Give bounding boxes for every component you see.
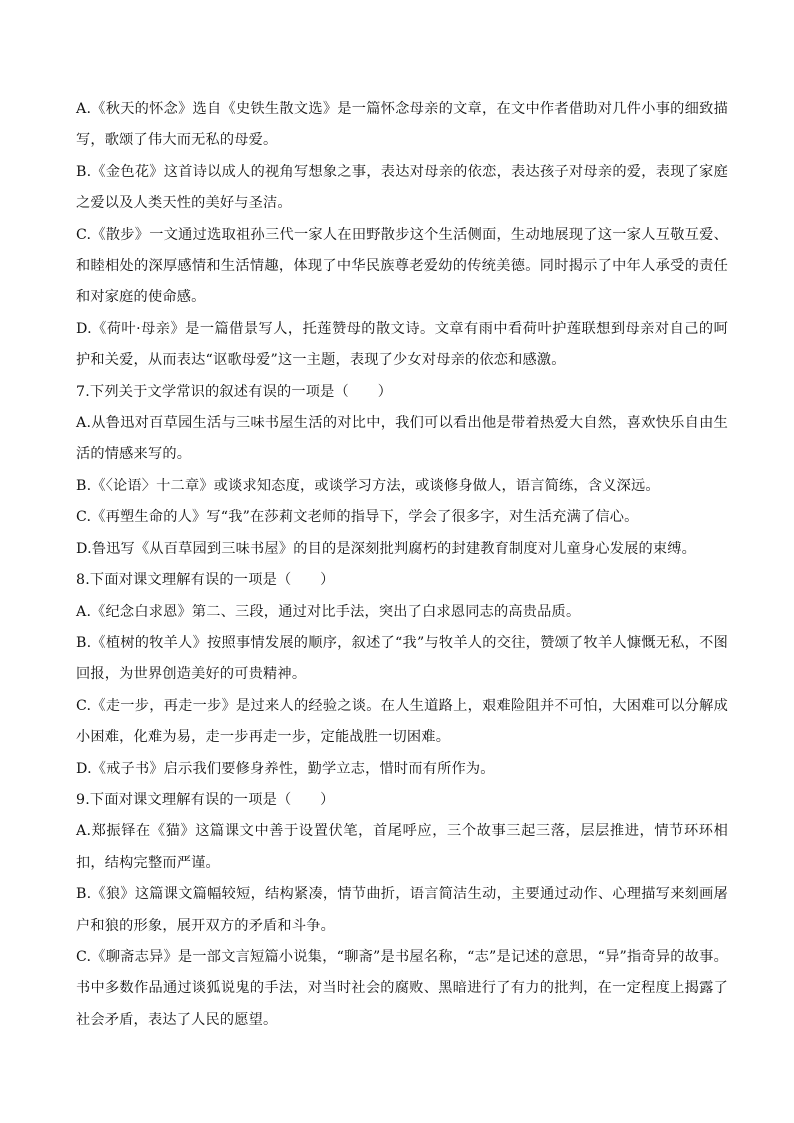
- option-paragraph-9c: C.《聊斋志异》是一部文言短篇小说集，“聊斋”是书屋名称，“志”是记述的意思，“异”指奇异的故事。书中多数作品通过谈狐说鬼的手法，对当时社会的腐败、黑暗进行了有力的批判，在一定程度上揭露了社会矛盾，表达了人民的愿望。: [76, 948, 728, 1028]
- option-paragraph-8c: C.《走一步，再走一步》是过来人的经验之谈。在人生道路上，艰难险阻并不可怕，大困难可以分解成小困难，化难为易，走一步再走一步，定能战胜一切困难。: [76, 697, 728, 746]
- question-8: 8.下面对课文理解有误的一项是（ ）: [76, 572, 335, 589]
- option-paragraph-7a: A.从鲁迅对百草园生活与三味书屋生活的对比中，我们可以看出他是带着热爱大自然，喜欢快乐自由生活的情感来写的。: [76, 415, 728, 463]
- option-paragraph-6d: D.《荷叶·母亲》是一篇借景写人，托莲赞母的散文诗。文章有雨中看荷叶护莲联想到母亲对自己的呵护和关爱，从而表达“讴歌母爱”这一主题，表现了少女对母亲的依恋和感激。: [76, 320, 728, 369]
- option-paragraph-7c: C.《再塑生命的人》写“我”在莎莉文老师的指导下，学会了很多字，对生活充满了信心。: [76, 509, 639, 526]
- option-paragraph-7d: D.鲁迅写《从百草园到三味书屋》的目的是深刻批判腐朽的封建教育制度对儿童身心发展的束缚。: [76, 540, 697, 557]
- option-paragraph-9a: A.郑振铎在《猫》这篇课文中善于设置伏笔，首尾呼应，三个故事三起三落，层层推进，情节环环相扣，结构完整而严谨。: [76, 823, 728, 871]
- option-paragraph-6c: C.《散步》一文通过选取祖孙三代一家人在田野散步这个生活侧面，生动地展现了这一家人互敬互爱、和睦相处的深厚感情和生活情趣，体现了中华民族尊老爱幼的传统美德。同时揭示了中年人承受的责任和对家庭的使命感。: [76, 226, 728, 306]
- option-paragraph-7b: B.《〈论语〉十二章》或谈求知态度，或谈学习方法，或谈修身做人，语言简练，含义深远。: [76, 477, 660, 494]
- option-paragraph-8b: B.《植树的牧羊人》按照事情发展的顺序，叙述了“我”与牧羊人的交往，赞颂了牧羊人慷慨无私，不图回报，为世界创造美好的可贵精神。: [76, 634, 728, 683]
- question-7: 7.下列关于文学常识的叙述有误的一项是（ ）: [76, 383, 393, 400]
- option-paragraph-8d: D.《戒子书》启示我们要修身养性，勤学立志，惜时而有所作为。: [76, 760, 495, 777]
- option-paragraph-6a: A.《秋天的怀念》选自《史铁生散文选》是一篇怀念母亲的文章，在文中作者借助对几件小事的细致描写，歌颂了伟大而无私的母爱。: [76, 101, 728, 149]
- document-page: [76, 94, 728, 1036]
- option-paragraph-8a: A.《纪念白求恩》第二、三段，通过对比手法，突出了白求恩同志的高贵品质。: [76, 603, 581, 620]
- option-paragraph-9b: B.《狼》这篇课文篇幅较短，结构紧凑，情节曲折，语言简洁生动，主要通过动作、心理描写来刻画屠户和狼的形象，展开双方的矛盾和斗争。: [76, 886, 728, 934]
- option-paragraph-6b: B.《金色花》这首诗以成人的视角写想象之事，表达对母亲的依恋，表达孩子对母亲的爱，表现了家庭之爱以及人类天性的美好与圣洁。: [76, 163, 728, 212]
- question-9: 9.下面对课文理解有误的一项是（ ）: [76, 791, 335, 808]
